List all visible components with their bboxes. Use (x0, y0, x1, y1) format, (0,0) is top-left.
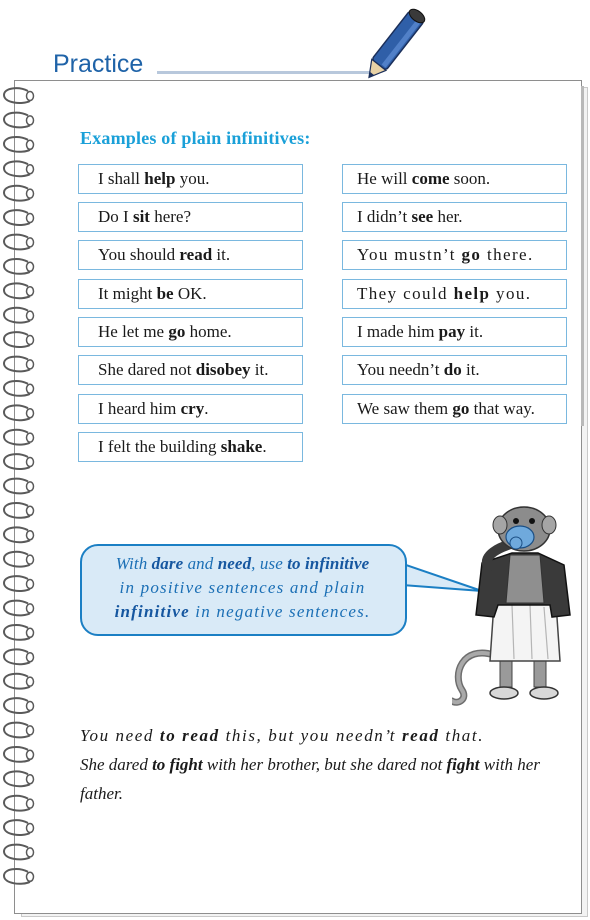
spiral-ring (4, 88, 34, 103)
spiral-ring (4, 405, 34, 420)
spiral-ring (4, 601, 34, 616)
example-box: She dared not disobey it. (78, 355, 303, 385)
spiral-ring (4, 820, 34, 835)
example-box: I shall help you. (78, 164, 303, 194)
spiral-ring (4, 357, 34, 372)
spiral-ring (4, 723, 34, 738)
spiral-ring (4, 283, 34, 298)
pencil-icon (355, 0, 445, 85)
example-box: You needn’t do it. (342, 355, 567, 385)
spiral-ring (4, 186, 34, 201)
spiral-ring (4, 674, 34, 689)
spiral-ring (4, 796, 34, 811)
example-box: It might be OK. (78, 279, 303, 309)
example-box: We saw them go that way. (342, 394, 567, 424)
spiral-ring (4, 845, 34, 860)
spiral-ring (4, 210, 34, 225)
example-box: They could help you. (342, 279, 567, 309)
example-box: Do I sit here? (78, 202, 303, 232)
spiral-ring (4, 381, 34, 396)
example-box: I felt the building shake. (78, 432, 303, 462)
spiral-ring (4, 235, 34, 250)
tip-text: With dare and need, use to infinitive in positive sentences and plain infinitive in negative sentences. (114, 554, 371, 621)
spiral-ring (4, 747, 34, 762)
page-title: Practice (53, 50, 144, 78)
example-box: He will come soon. (342, 164, 567, 194)
spiral-ring (4, 552, 34, 567)
spiral-ring (4, 698, 34, 713)
monkey-illustration (452, 505, 582, 710)
spiral-ring (4, 869, 34, 884)
spiral-ring (4, 113, 34, 128)
closing-examples: You need to read this, but you needn’t read that. She dared to fight with her brother, but she dared not fight with her father. (80, 726, 540, 803)
section-heading: Examples of plain infinitives: (80, 128, 311, 148)
example-box: I didn’t see her. (342, 202, 567, 232)
spiral-ring (4, 625, 34, 640)
spiral-ring (4, 454, 34, 469)
spiral-ring (4, 308, 34, 323)
example-box: You mustn’t go there. (342, 240, 567, 270)
example-box: He let me go home. (78, 317, 303, 347)
page-edge (581, 86, 584, 426)
spiral-ring (4, 527, 34, 542)
example-box: You should read it. (78, 240, 303, 270)
spiral-binding (0, 85, 40, 905)
example-box: I heard him cry. (78, 394, 303, 424)
spiral-ring (4, 259, 34, 274)
title-underline (157, 71, 377, 74)
spiral-ring (4, 430, 34, 445)
spiral-ring (4, 649, 34, 664)
spiral-ring (4, 161, 34, 176)
spiral-ring (4, 332, 34, 347)
spiral-ring (4, 503, 34, 518)
spiral-ring (4, 137, 34, 152)
spiral-ring (4, 771, 34, 786)
spiral-ring (4, 479, 34, 494)
spiral-ring (4, 576, 34, 591)
example-box: I made him pay it. (342, 317, 567, 347)
